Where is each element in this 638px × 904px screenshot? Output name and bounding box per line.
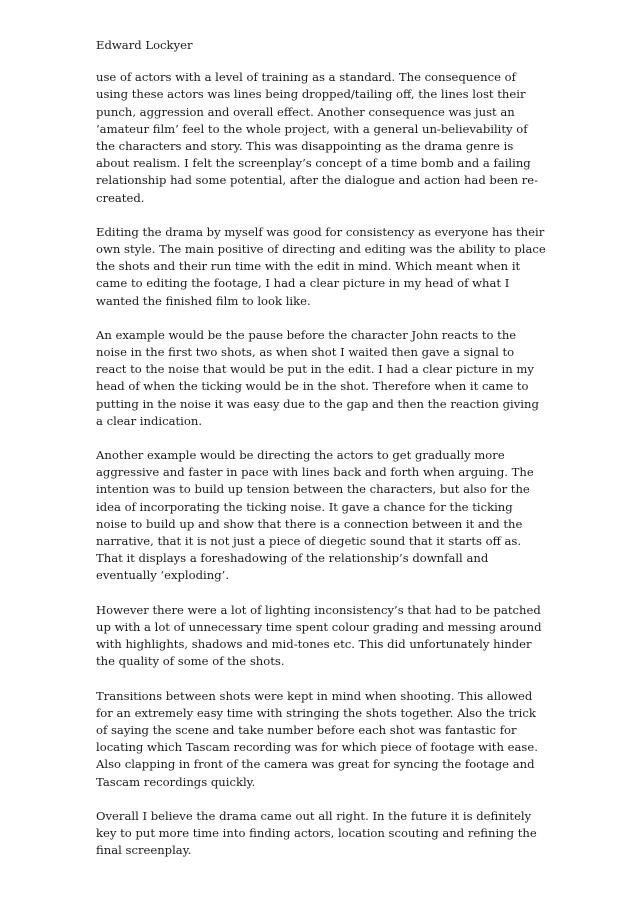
document-page [96,37,546,876]
paragraph-example-aggression: Another example would be directing the actors to get gradually more aggressive and faster in pace with lines back and forth when arguing. The intention was to build up tension between the characters, but also for the idea of incorporating the ticking noise. It gave a chance for the ticking noise to build up and show that there is a connection between it and the narrative, that it is not just a piece of diegetic sound that it starts off as. That it displays a foreshadowing of the relationship’s downfall and eventually ‘exploding’. [96,448,534,583]
paragraph-lighting-inconsistency: However there were a lot of lighting inconsistency’s that had to be patched up with a lot of unnecessary time spent colour grading and messing around with highlights, shadows and mid-tones etc. This did unfortunately hinder the quality of some of the shots. [96,602,542,669]
paragraph-editing-consistency: Editing the drama by myself was good for consistency as everyone has their own style. The main positive of directing and editing was the ability to place the shots and their run time with the edit in mind. Which meant when it came to editing the footage, I had a clear picture in my head of what I wanted the finished film to look like. [96,224,546,308]
paragraph-transitions: Transitions between shots were kept in mind when shooting. This allowed for an extremely easy time with stringing the shots together. Also the trick of saying the scene and take number before each shot was fantastic for locating which Tascam recording was for which piece of footage with ease. Also clapping in front of the camera was great for syncing the footage and Tascam recordings quickly. [96,688,538,789]
paragraph-actors-training: use of actors with a level of training as a standard. The consequence of using these actors was lines being dropped/tailing off, the lines lost their punch, aggression and overall effect. Another consequence was just an ‘amateur film’ feel to the whole project, with a general un-believability of the characters and story. This was disappointing as the drama genre is about realism. I felt the screenplay’s concept of a time bomb and a failing relationship had some potential, after the dialogue and action had been re-created. [96,70,539,205]
paragraph-example-pause: An example would be the pause before the character John reacts to the noise in the first two shots, as when shot I waited then gave a signal to react to the noise that would be put in the edit. I had a clear picture in my head of when the ticking would be in the shot. Therefore when it came to putting in the noise it was easy due to the gap and then the reaction giving a clear indication. [96,327,539,428]
page-header-author: Edward Lockyer [96,38,193,52]
paragraph-conclusion: Overall I believe the drama came out all right. In the future it is definitely key to put more time into finding actors, location scouting and refining the final screenplay. [96,808,537,858]
